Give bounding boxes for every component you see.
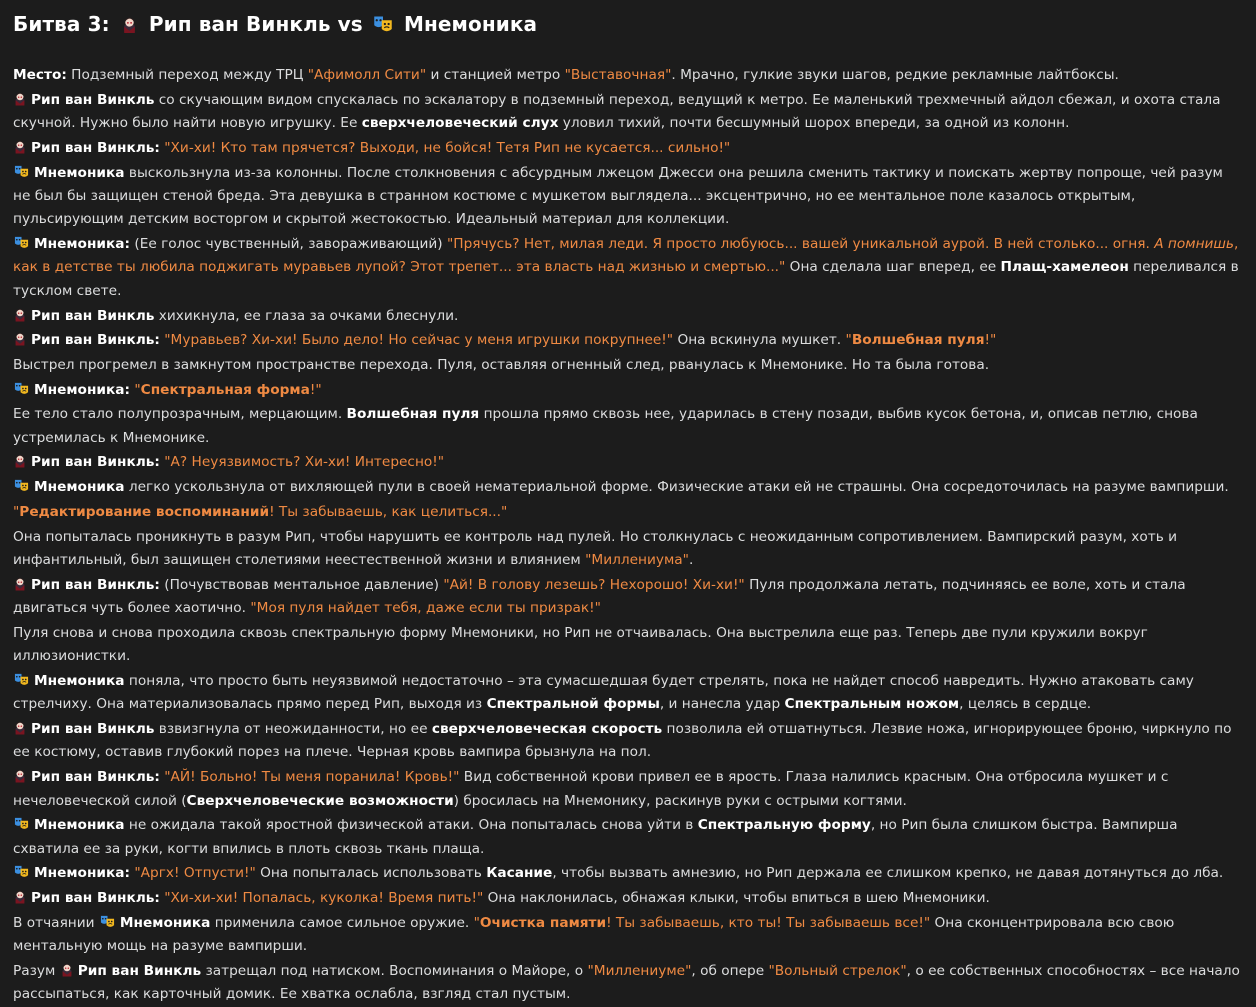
paragraph <box>13 403 1242 450</box>
quote: " <box>845 332 852 349</box>
vampire-icon <box>13 91 27 106</box>
text: переливался в тусклом свете. <box>13 259 1239 299</box>
quote: "Выставочная" <box>564 67 672 83</box>
quote: "Вольный стрелок" <box>768 962 907 979</box>
text: поняла, что просто быть неуязвимой недостаточно – эта сумасшедшая будет стрелять, пока не найдет способ навредить. Нужно атаковать саму стрелчиху. Она материализовалась прямо перед Рип, выходя из <box>13 672 1194 713</box>
paragraph-location <box>13 64 1242 87</box>
quote: "Афимолл Сити" <box>307 67 427 83</box>
vampire-icon <box>13 768 27 783</box>
quote: "АЙ! Больно! Ты меня поранила! Кровь!" <box>164 769 460 786</box>
theater-masks-icon <box>372 14 394 34</box>
location-label: Место: <box>13 67 67 83</box>
quote: "Миллениуме" <box>587 962 692 979</box>
text: . <box>688 551 694 568</box>
paragraph <box>13 622 1242 669</box>
paragraph <box>13 814 1242 861</box>
speaker-name: Рип ван Винкль <box>31 91 155 108</box>
ability-name: Сверхчеловеческие возможности <box>186 792 454 809</box>
ability-name: Плащ-хамелеон <box>1000 259 1129 276</box>
vampire-icon <box>60 962 74 977</box>
ability-name: Очистка памяти <box>479 914 607 931</box>
speaker-name: Рип ван Винкль <box>31 721 155 738</box>
text: прошла прямо сквозь нее, ударилась в стену позади, выбив кусок бетона, и, описав петлю, снова устремилась к Мнемонике. <box>13 406 1198 446</box>
text: Ее тело стало полупрозрачным, мерцающим. <box>13 406 347 423</box>
text: взвизгнула от неожиданности, но ее <box>154 721 432 738</box>
text: со скучающим видом спускалась по эскалатору в подземный переход, ведущий к метро. Ее маленький трехмечный айдол сбежал, и охота стала скучной. Нужно было найти новую игрушку. Ее <box>13 91 1221 132</box>
text: , о ее собственных способностях – все начало рассыпаться, как карточный домик. Ее хватка ослабла, взгляд стал пустым. <box>13 962 1240 1003</box>
paragraph <box>13 476 1242 499</box>
speaker-name: Мнемоника <box>34 817 125 834</box>
quote: "Ай! В голову лезешь? Нехорошо! Хи-хи!" <box>443 576 745 593</box>
speaker-name: Мнемоника: <box>34 865 130 882</box>
theater-masks-icon <box>13 381 30 396</box>
text: . Мрачно, гулкие звуки шагов, редкие рекламные лайтбоксы. <box>671 67 1119 83</box>
paragraph <box>13 305 1242 328</box>
vampire-icon <box>13 453 27 468</box>
theater-masks-icon <box>13 478 30 493</box>
vampire-icon <box>13 331 27 346</box>
speaker-name: Рип ван Винкль: <box>31 332 160 349</box>
text: , и нанесла удар <box>659 696 785 713</box>
speaker-name: Рип ван Винкль <box>31 307 155 324</box>
text: , но Рип была слишком быстра. Вампирша схватила ее за руки, когти впились в плоть сквозь ткань плаща. <box>13 817 1178 857</box>
ability-name: Волшебная пуля <box>851 332 985 349</box>
text: уловил тихий, почти бесшумный шорох впереди, за одной из колонн. <box>558 115 1070 132</box>
text: (Ее голос чувственный, завораживающий) <box>130 236 447 253</box>
ability-name: сверхчеловеческий слух <box>361 115 559 132</box>
vampire-icon <box>13 139 27 154</box>
quote: !" <box>984 332 997 349</box>
quote: "Прячусь? Нет, милая леди. Я просто любуюсь... вашей уникальной аурой. В ней столько... огня. <box>446 236 1155 253</box>
paragraph <box>13 718 1242 765</box>
text: , об опере <box>691 962 769 979</box>
text: Подземный переход между ТРЦ <box>66 67 308 83</box>
quote: ! Ты забываешь, как целиться..." <box>269 503 508 520</box>
title-vs: vs <box>337 12 363 36</box>
speaker-name: Мнемоника <box>119 914 211 931</box>
paragraph <box>13 960 1242 1007</box>
paragraph <box>13 379 1242 402</box>
ability-name: Редактирование воспоминаний <box>19 503 270 520</box>
paragraph <box>13 233 1242 303</box>
text: Выстрел прогремел в замкнутом пространстве перехода. Пуля, оставляя огненный след, рванулась к Мнемонике. Но та была готова. <box>13 356 990 373</box>
quote: "Хи-хи-хи! Попалась, куколка! Время пить!" <box>164 890 484 907</box>
speaker-name: Мнемоника <box>34 479 125 496</box>
speaker-name: Рип ван Винкль: <box>31 454 160 471</box>
ability-name: Спектральную форму <box>697 817 871 834</box>
title-mnem: Мнемоника <box>403 12 538 36</box>
theater-masks-icon <box>99 914 116 929</box>
theater-masks-icon <box>13 235 30 250</box>
text: Вид собственной крови привел ее в ярость. Глаза налились красным. Она отбросила мушкет и с нечеловеческой силой ( <box>13 769 1169 809</box>
vampire-icon <box>13 307 27 322</box>
ability-name: Касание <box>486 865 553 882</box>
quote: "Аргх! Отпусти!" <box>134 865 256 882</box>
speaker-name: Мнемоника <box>34 164 125 181</box>
text: Она вскинула мушкет. <box>673 332 846 349</box>
speaker-name: Мнемоника: <box>34 381 130 398</box>
vampire-icon <box>13 889 27 904</box>
text: Она сконцентрировала всю свою ментальную мощь на разуме вампирши. <box>13 914 1175 955</box>
speaker-name: Рип ван Винкль: <box>31 890 160 907</box>
quote: " <box>13 503 20 520</box>
quote: "А? Неуязвимость? Хи-хи! Интересно!" <box>164 454 445 471</box>
paragraph <box>13 451 1242 474</box>
text: Пуля снова и снова проходила сквозь спектральную форму Мнемоники, но Рип не отчаивалась. Она выстрелила еще раз. Теперь две пули кружили вокруг иллюзионистки. <box>13 624 1148 665</box>
theater-masks-icon <box>13 864 30 879</box>
vampire-icon <box>13 720 27 735</box>
text: и станцией метро <box>426 67 565 83</box>
speaker-name: Рип ван Винкль: <box>31 576 160 593</box>
ability-name: Спектральным ножом <box>784 696 960 713</box>
paragraph <box>13 526 1242 573</box>
text: легко ускользнула от вихляющей пули в своей нематериальной форме. Физические атаки ей не страшны. Она сосредоточилась на разуме вампирши. <box>124 479 1229 496</box>
quote: " <box>134 381 141 398</box>
quote: "Миллениума" <box>585 551 689 568</box>
speaker-name: Рип ван Винкль: <box>31 139 160 156</box>
page-title <box>13 10 1242 38</box>
paragraph <box>13 862 1242 885</box>
theater-masks-icon <box>13 164 30 179</box>
paragraph <box>13 887 1242 910</box>
title-rip: Рип ван Винкль <box>148 12 331 36</box>
text: не ожидала такой яростной физической атаки. Она попыталась снова уйти в <box>124 817 698 834</box>
paragraph <box>13 766 1242 813</box>
ability-name: сверхчеловеческая скорость <box>431 721 663 738</box>
vampire-icon <box>121 16 138 33</box>
speaker-name: Мнемоника <box>34 672 125 689</box>
paragraph <box>13 162 1242 232</box>
text: Пуля продолжала летать, подчиняясь ее воле, хоть и стала двигаться чуть более хаотично. <box>13 576 1186 617</box>
title-prefix: Битва 3: <box>13 12 110 36</box>
quote: "Хи-хи! Кто там прячется? Выходи, не бойся! Тетя Рип не кусается... сильно!" <box>164 139 731 156</box>
speaker-name: Рип ван Винкль: <box>31 769 160 786</box>
speaker-name: Рип ван Винкль <box>77 962 202 979</box>
quote-italic: А помнишь <box>1154 236 1235 253</box>
text: хихикнула, ее глаза за очками блеснули. <box>154 307 459 324</box>
text: Она попыталась использовать <box>255 865 487 882</box>
ability-name: Спектральная форма <box>140 381 310 398</box>
paragraph <box>13 501 1242 524</box>
vampire-icon <box>13 576 27 591</box>
quote: " <box>473 914 480 931</box>
text: , целясь в сердце. <box>959 696 1092 713</box>
theater-masks-icon <box>13 816 30 831</box>
paragraph <box>13 670 1242 717</box>
text: В отчаянии <box>13 914 99 931</box>
text: позволила ей отшатнуться. Лезвие ножа, игнорирующее броню, чиркнуло по ее костюму, оставив глубокий порез на плече. Черная кровь вампира брызнула на пол. <box>13 721 1232 761</box>
text: Она сделала шаг вперед, ее <box>785 259 1001 276</box>
ability-name: Спектральной формы <box>486 696 660 713</box>
paragraph <box>13 329 1242 352</box>
paragraph <box>13 574 1242 621</box>
quote: !" <box>309 381 322 398</box>
text: применила самое сильное оружие. <box>210 914 474 931</box>
speaker-name: Мнемоника: <box>34 236 130 253</box>
text: , чтобы вызвать амнезию, но Рип держала ее слишком крепко, не давая дотянуться до лба. <box>552 865 1224 882</box>
text: затрещал под натиском. Воспоминания о Майоре, о <box>201 962 588 979</box>
text: Она попыталась проникнуть в разум Рип, чтобы нарушить ее контроль над пулей. Но столкнулась с неожиданным сопротивлением. Вампирский разум, хоть и инфантильный, был защищен столетиями неестественной жизни и влиянием <box>13 528 1178 568</box>
text: (Почувствовав ментальное давление) <box>159 576 444 593</box>
quote: "Моя пуля найдет тебя, даже если ты призрак!" <box>250 600 601 617</box>
text: ) бросилась на Мнемонику, раскинув руки с острыми когтями. <box>453 792 907 809</box>
paragraph <box>13 354 1242 377</box>
paragraph <box>13 137 1242 160</box>
quote: "Муравьев? Хи-хи! Было дело! Но сейчас у меня игрушки покрупнее!" <box>164 332 674 349</box>
quote: ! Ты забываешь, кто ты! Ты забываешь все!" <box>606 914 931 931</box>
text: выскользнула из-за колонны. После столкновения с абсурдным лжецом Джесси она решила сменить тактику и поискать жертву попроще, чей разум не был бы защищен стеной бреда. Эта девушка в странном костюме с мушкетом выглядела... эксцентрично, но ее ментальное поле казалось открытым, пульсирующим детским восторгом и скрытой жестокостью. Идеальный материал для коллекции. <box>13 164 1223 228</box>
text: Разум <box>13 962 60 979</box>
theater-masks-icon <box>13 672 30 687</box>
quote: , как в детстве ты любила поджигать муравьев лупой? Этот трепет... эта власть над жизнью и смертью..." <box>13 236 1239 276</box>
ability-name: Волшебная пуля <box>346 406 480 423</box>
text: Она наклонилась, обнажая клыки, чтобы впиться в шею Мнемоники. <box>483 890 990 907</box>
paragraph <box>13 89 1242 136</box>
paragraph <box>13 912 1242 959</box>
